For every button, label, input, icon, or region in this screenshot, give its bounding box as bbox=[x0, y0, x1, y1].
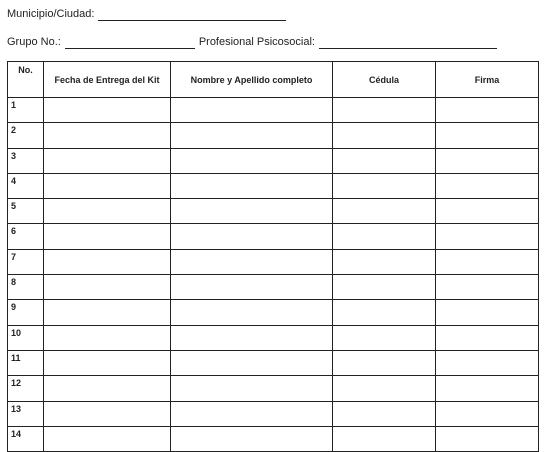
fecha-cell[interactable] bbox=[44, 98, 171, 123]
row-number: 8 bbox=[8, 275, 44, 300]
kit-delivery-table bbox=[7, 61, 539, 452]
firma-cell[interactable] bbox=[436, 173, 539, 198]
row-number: 5 bbox=[8, 199, 44, 224]
nombre-cell[interactable] bbox=[171, 199, 333, 224]
cedula-cell[interactable] bbox=[333, 300, 436, 325]
fecha-cell[interactable] bbox=[44, 173, 171, 198]
firma-cell[interactable] bbox=[436, 426, 539, 451]
header-fecha-entrega: Fecha de Entrega del Kit bbox=[44, 62, 171, 98]
profesional-blank-line[interactable] bbox=[319, 37, 497, 49]
row-number: 9 bbox=[8, 300, 44, 325]
table-row bbox=[8, 224, 539, 249]
cedula-cell[interactable] bbox=[333, 401, 436, 426]
nombre-cell[interactable] bbox=[171, 325, 333, 350]
grupo-blank-line[interactable] bbox=[65, 37, 195, 49]
header-firma: Firma bbox=[436, 62, 539, 98]
nombre-cell[interactable] bbox=[171, 148, 333, 173]
table-row bbox=[8, 376, 539, 401]
cedula-cell[interactable] bbox=[333, 249, 436, 274]
grupo-field-row bbox=[7, 36, 497, 49]
header-nombre-apellido: Nombre y Apellido completo bbox=[171, 62, 333, 98]
cedula-cell[interactable] bbox=[333, 123, 436, 148]
firma-cell[interactable] bbox=[436, 325, 539, 350]
cedula-cell[interactable] bbox=[333, 199, 436, 224]
firma-cell[interactable] bbox=[436, 249, 539, 274]
fecha-cell[interactable] bbox=[44, 325, 171, 350]
cedula-cell[interactable] bbox=[333, 173, 436, 198]
profesional-label: Profesional Psicosocial: bbox=[198, 36, 315, 48]
row-number: 7 bbox=[8, 249, 44, 274]
cedula-cell[interactable] bbox=[333, 376, 436, 401]
nombre-cell[interactable] bbox=[171, 401, 333, 426]
table-row bbox=[8, 249, 539, 274]
nombre-cell[interactable] bbox=[171, 123, 333, 148]
nombre-cell[interactable] bbox=[171, 98, 333, 123]
table-row bbox=[8, 325, 539, 350]
table-row bbox=[8, 123, 539, 148]
table-row bbox=[8, 401, 539, 426]
fecha-cell[interactable] bbox=[44, 199, 171, 224]
nombre-cell[interactable] bbox=[171, 376, 333, 401]
firma-cell[interactable] bbox=[436, 401, 539, 426]
nombre-cell[interactable] bbox=[171, 300, 333, 325]
row-number: 12 bbox=[8, 376, 44, 401]
firma-cell[interactable] bbox=[436, 98, 539, 123]
cedula-cell[interactable] bbox=[333, 224, 436, 249]
fecha-cell[interactable] bbox=[44, 275, 171, 300]
firma-cell[interactable] bbox=[436, 123, 539, 148]
header-cedula: Cédula bbox=[333, 62, 436, 98]
table-row bbox=[8, 275, 539, 300]
table-row bbox=[8, 148, 539, 173]
table-body bbox=[8, 98, 539, 452]
cedula-cell[interactable] bbox=[333, 98, 436, 123]
firma-cell[interactable] bbox=[436, 350, 539, 375]
cedula-cell[interactable] bbox=[333, 275, 436, 300]
cedula-cell[interactable] bbox=[333, 350, 436, 375]
table-row bbox=[8, 426, 539, 451]
municipio-field-row bbox=[7, 8, 286, 21]
row-number: 14 bbox=[8, 426, 44, 451]
firma-cell[interactable] bbox=[436, 376, 539, 401]
cedula-cell[interactable] bbox=[333, 325, 436, 350]
fecha-cell[interactable] bbox=[44, 123, 171, 148]
fecha-cell[interactable] bbox=[44, 148, 171, 173]
table-row bbox=[8, 98, 539, 123]
row-number: 3 bbox=[8, 148, 44, 173]
nombre-cell[interactable] bbox=[171, 249, 333, 274]
table-row bbox=[8, 300, 539, 325]
row-number: 13 bbox=[8, 401, 44, 426]
municipio-label: Municipio/Ciudad: bbox=[7, 8, 95, 20]
fecha-cell[interactable] bbox=[44, 300, 171, 325]
table-row bbox=[8, 199, 539, 224]
fecha-cell[interactable] bbox=[44, 350, 171, 375]
cedula-cell[interactable] bbox=[333, 426, 436, 451]
nombre-cell[interactable] bbox=[171, 426, 333, 451]
fecha-cell[interactable] bbox=[44, 376, 171, 401]
header-no: No. bbox=[8, 62, 44, 98]
row-number: 11 bbox=[8, 350, 44, 375]
table-row bbox=[8, 350, 539, 375]
grupo-label: Grupo No.: bbox=[7, 36, 61, 48]
fecha-cell[interactable] bbox=[44, 426, 171, 451]
fecha-cell[interactable] bbox=[44, 401, 171, 426]
firma-cell[interactable] bbox=[436, 224, 539, 249]
firma-cell[interactable] bbox=[436, 199, 539, 224]
row-number: 2 bbox=[8, 123, 44, 148]
nombre-cell[interactable] bbox=[171, 350, 333, 375]
table-row bbox=[8, 173, 539, 198]
firma-cell[interactable] bbox=[436, 300, 539, 325]
nombre-cell[interactable] bbox=[171, 224, 333, 249]
firma-cell[interactable] bbox=[436, 148, 539, 173]
row-number: 4 bbox=[8, 173, 44, 198]
municipio-blank-line[interactable] bbox=[98, 9, 286, 21]
row-number: 10 bbox=[8, 325, 44, 350]
firma-cell[interactable] bbox=[436, 275, 539, 300]
fecha-cell[interactable] bbox=[44, 224, 171, 249]
nombre-cell[interactable] bbox=[171, 275, 333, 300]
nombre-cell[interactable] bbox=[171, 173, 333, 198]
cedula-cell[interactable] bbox=[333, 148, 436, 173]
table-header-row bbox=[8, 62, 539, 98]
row-number: 6 bbox=[8, 224, 44, 249]
row-number: 1 bbox=[8, 98, 44, 123]
fecha-cell[interactable] bbox=[44, 249, 171, 274]
